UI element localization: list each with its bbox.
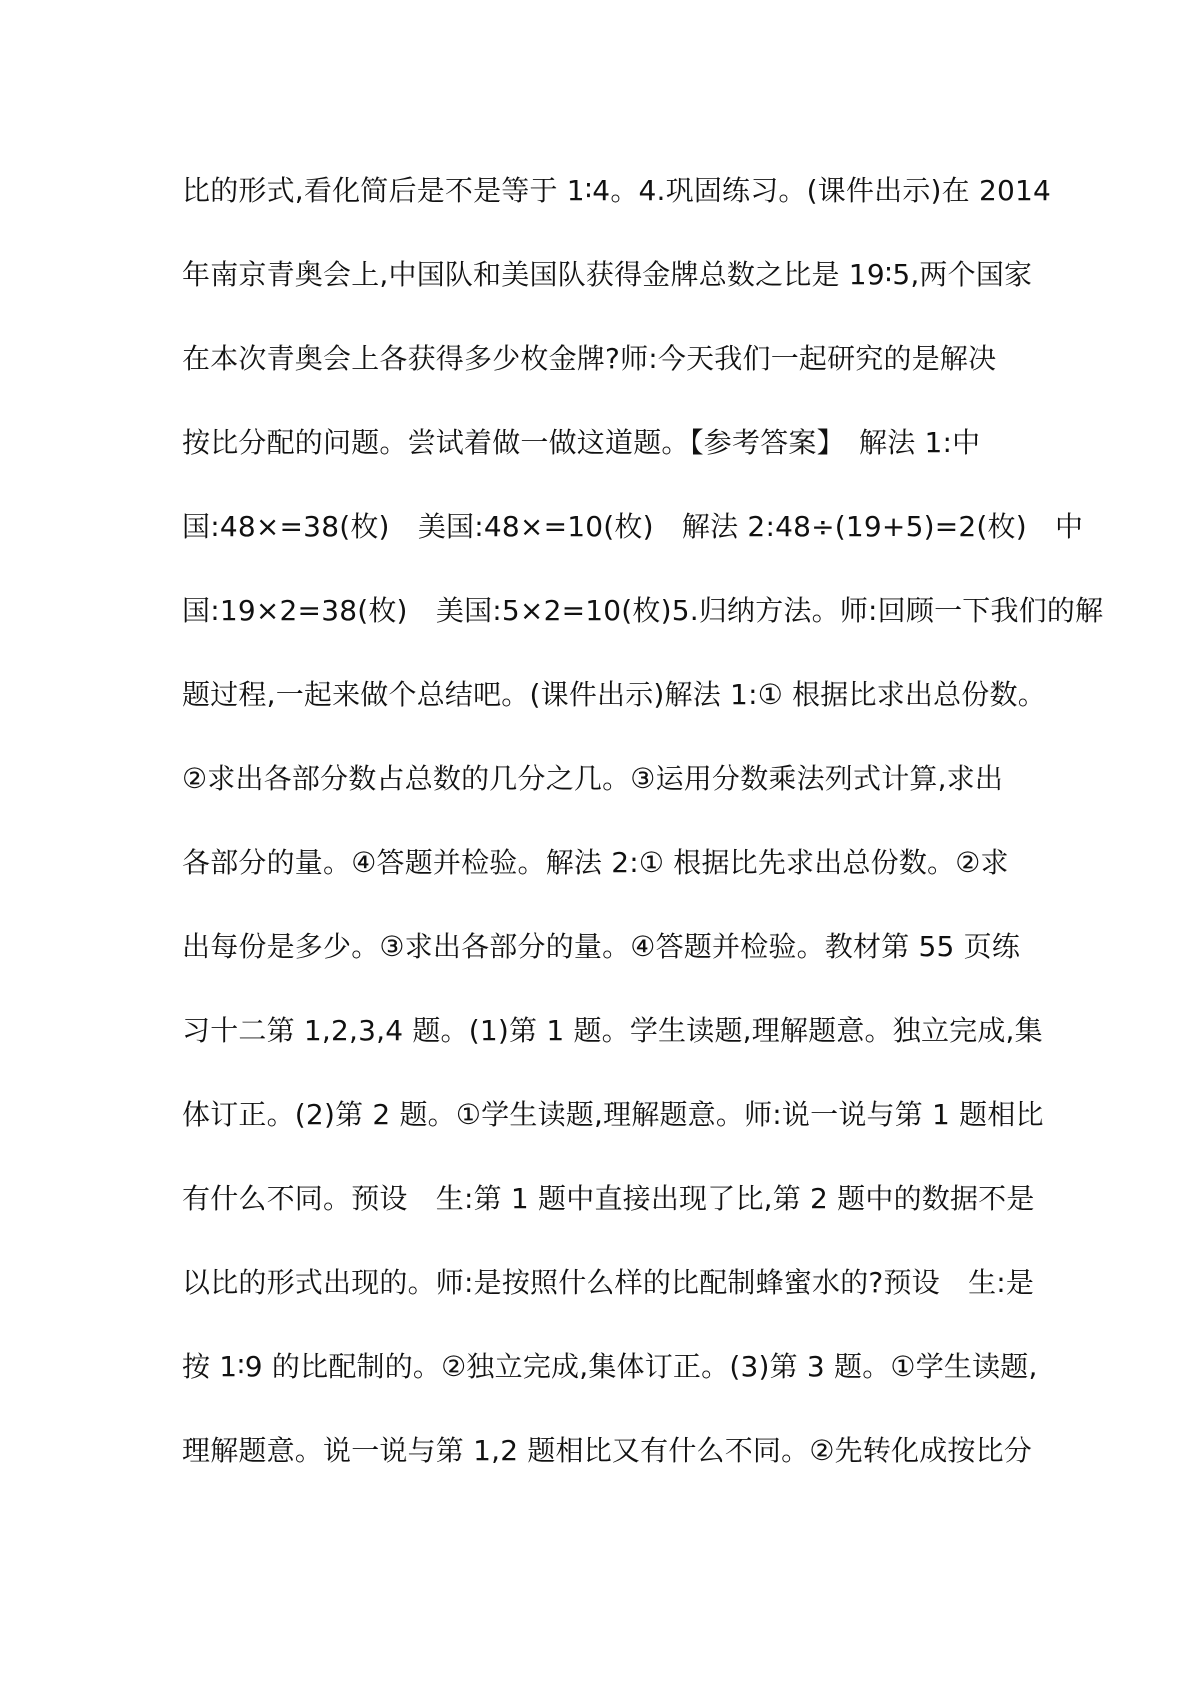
text-line-5: 国:48×=38(枚) 美国:48×=10(枚) 解法 2:48÷(19+5)=2(枚) 中 [182,510,1084,543]
text-line-16: 理解题意。说一说与第 1,2 题相比又有什么不同。②先转化成按比分 [182,1434,1033,1467]
text-line-12: 体订正。(2)第 2 题。①学生读题,理解题意。师:说一说与第 1 题相比 [182,1098,1044,1131]
text-line-2: 年南京青奥会上,中国队和美国队获得金牌总数之比是 19∶5,两个国家 [182,258,1033,291]
text-line-9: 各部分的量。④答题并检验。解法 2:① 根据比先求出总份数。②求 [182,846,1009,879]
text-line-1: 比的形式,看化简后是不是等于 1∶4。4.巩固练习。(课件出示)在 2014 [182,174,1052,207]
text-line-11: 习十二第 1,2,3,4 题。(1)第 1 题。学生读题,理解题意。独立完成,集 [182,1014,1043,1047]
text-line-7: 题过程,一起来做个总结吧。(课件出示)解法 1:① 根据比求出总份数。 [182,678,1046,711]
document-body [182,164,1104,1508]
text-line-6: 国:19×2=38(枚) 美国:5×2=10(枚)5.归纳方法。师:回顾一下我们的解 [182,594,1104,627]
text-line-13: 有什么不同。预设 生:第 1 题中直接出现了比,第 2 题中的数据不是 [182,1182,1035,1215]
text-line-15: 按 1∶9 的比配制的。②独立完成,集体订正。(3)第 3 题。①学生读题, [182,1350,1038,1383]
text-line-4: 按比分配的问题。尝试着做一做这道题。【参考答案】 解法 1:中 [182,426,981,459]
text-line-10: 出每份是多少。③求出各部分的量。④答题并检验。教材第 55 页练 [182,930,1021,963]
text-line-8: ②求出各部分数占总数的几分之几。③运用分数乘法列式计算,求出 [182,762,1004,795]
text-line-14: 以比的形式出现的。师:是按照什么样的比配制蜂蜜水的?预设 生:是 [182,1266,1035,1299]
text-line-3: 在本次青奥会上各获得多少枚金牌?师:今天我们一起研究的是解决 [182,342,997,375]
